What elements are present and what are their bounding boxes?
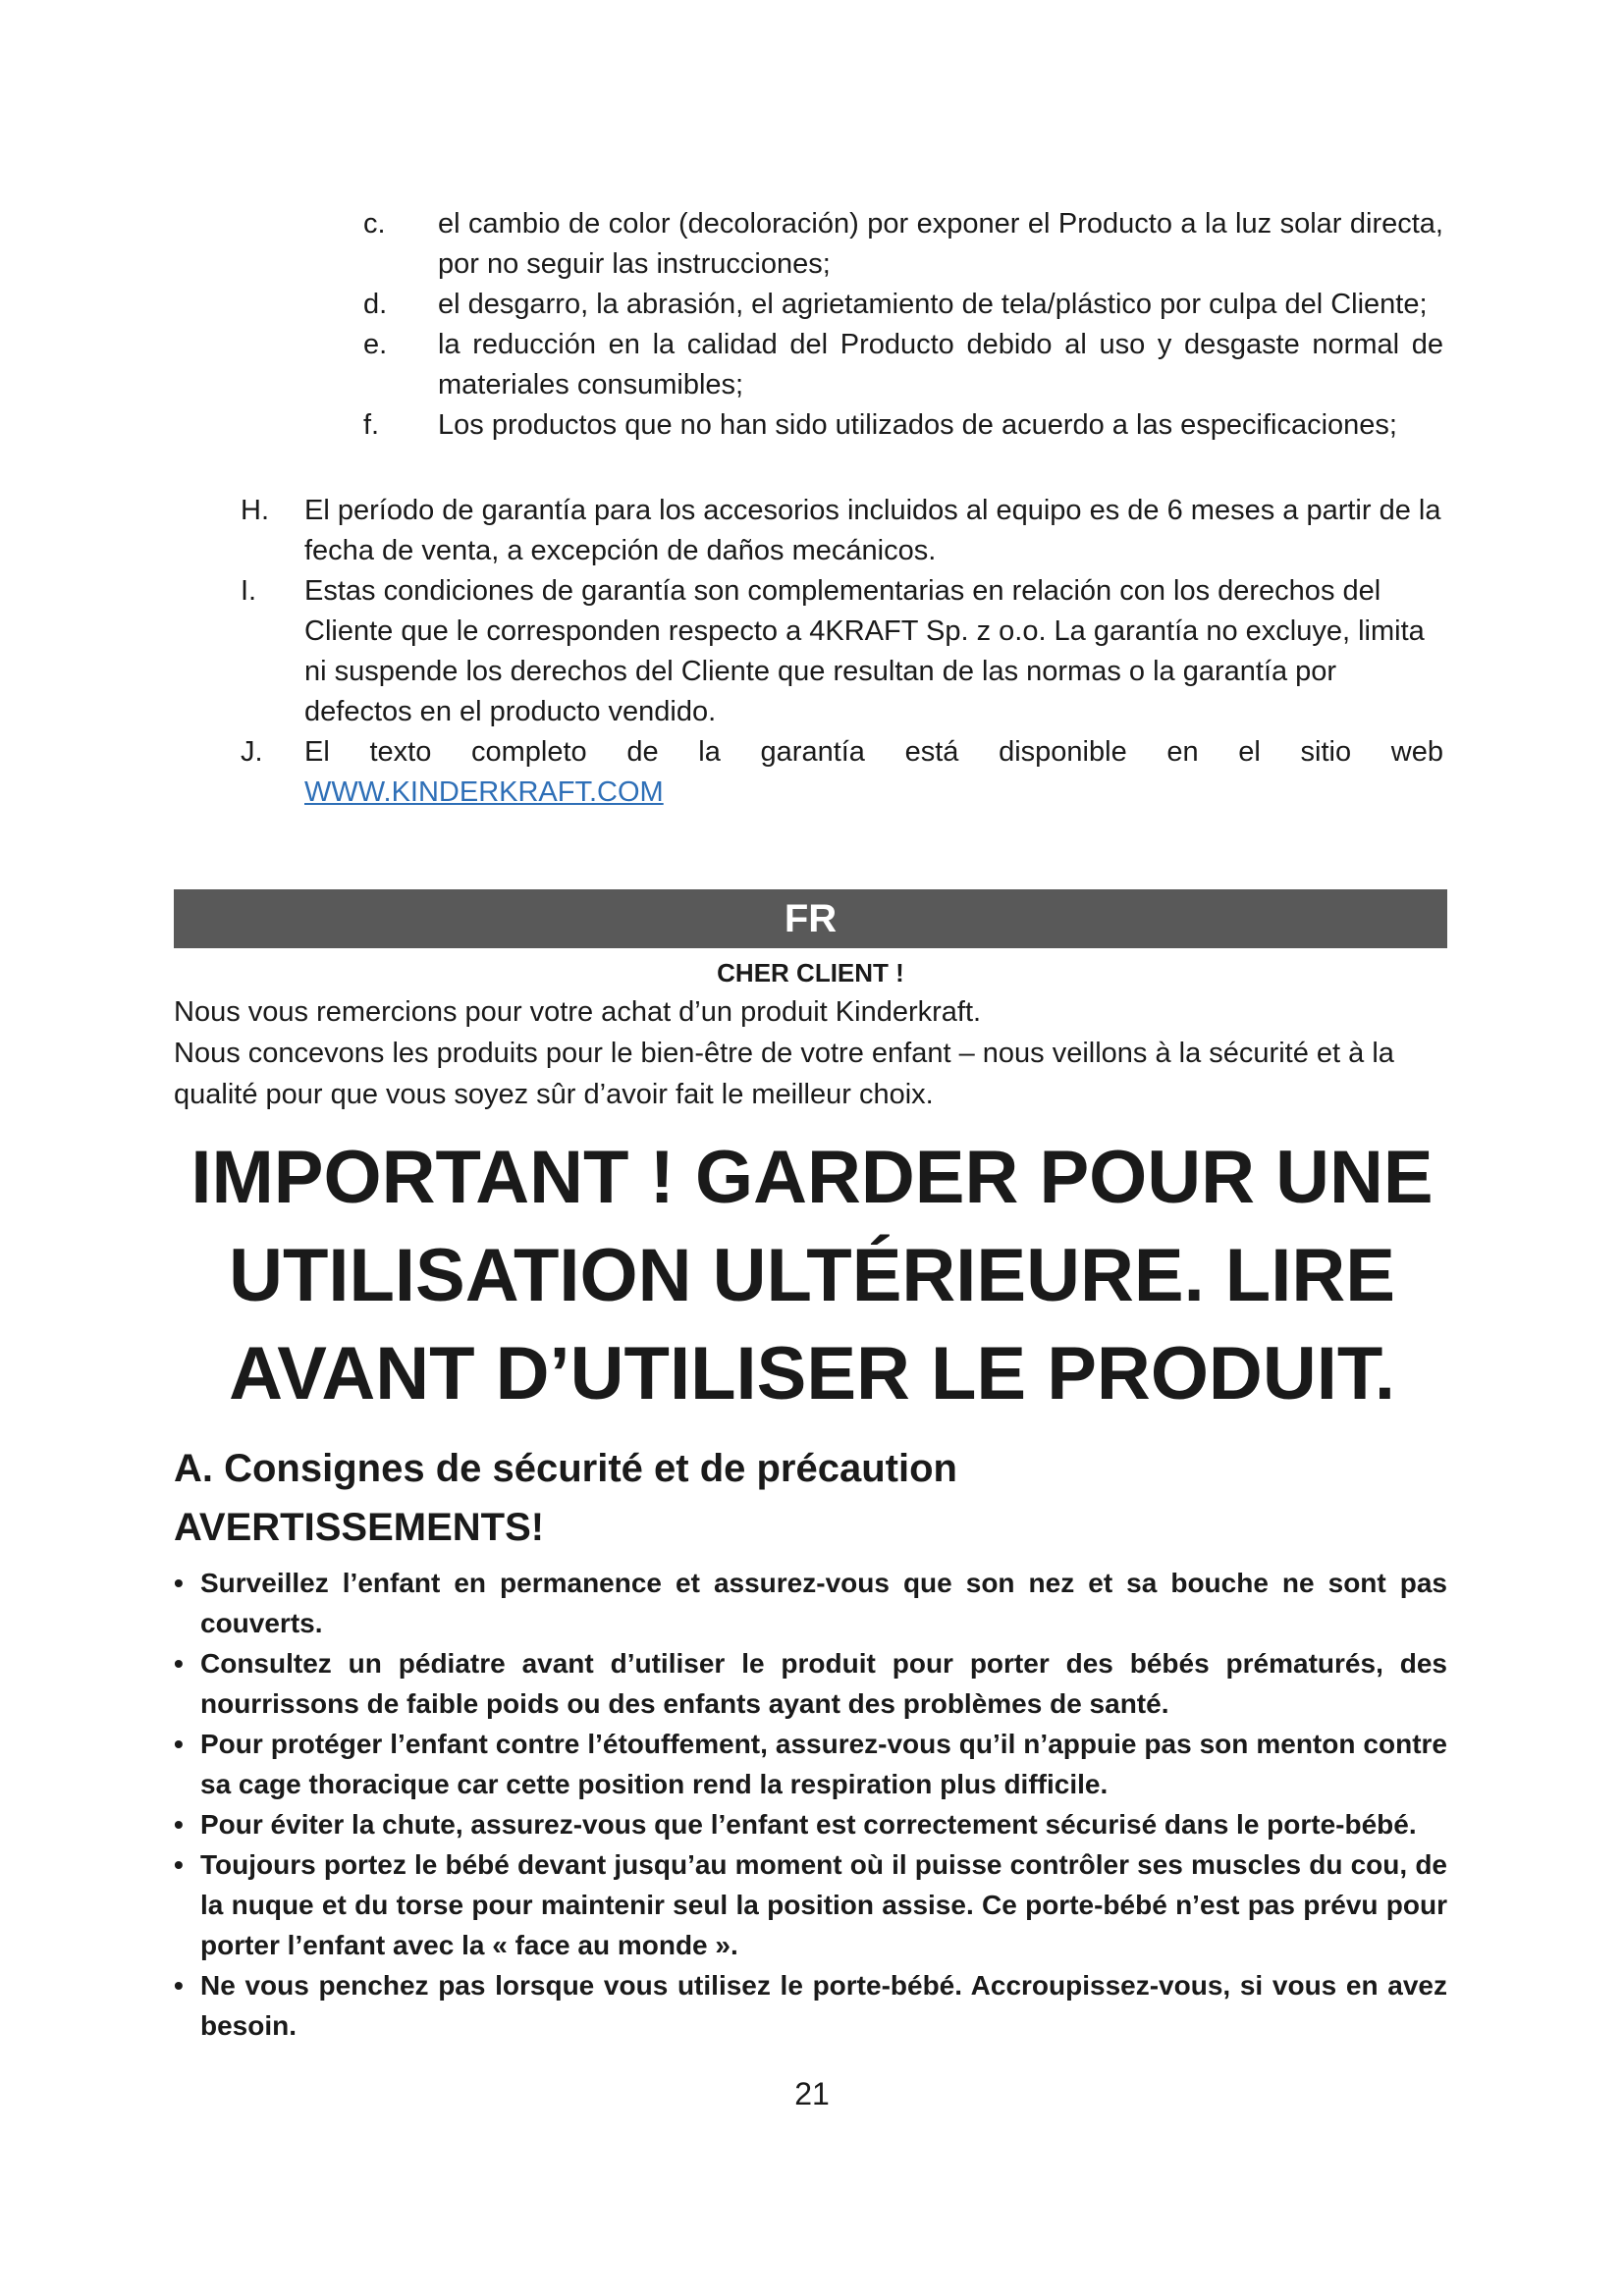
important-line: AVANT D’UTILISER LE PRODUIT. [229, 1332, 1395, 1415]
list-item [236, 732, 1443, 813]
list-item-text: El período de garantía para los accesorios incluidos al equipo es de 6 meses a partir de la fecha de venta, a excepción de daños mecánicos. [304, 495, 1441, 566]
list-item [363, 285, 1443, 325]
intro-paragraph [174, 991, 1447, 1115]
list-item-text: El texto completo de la garantía está disponible en el sitio web [304, 736, 1443, 768]
warnings-list [174, 1563, 1447, 2046]
list-marker: d. [363, 289, 388, 320]
list-item [363, 204, 1443, 285]
warning-text: Pour éviter la chute, assurez-vous que l’enfant est correctement sécurisé dans le porte-bébé. [200, 1809, 1417, 1840]
list-marker: J. [241, 736, 263, 768]
important-line: UTILISATION ULTÉRIEURE. LIRE [229, 1234, 1395, 1317]
important-notice [147, 1129, 1477, 1423]
list-marker: I. [241, 575, 257, 607]
warranty-conditions-list [236, 491, 1443, 813]
warning-item [174, 1643, 1447, 1724]
list-item [236, 491, 1443, 571]
greeting-heading: CHER CLIENT ! [717, 958, 904, 988]
warranty-exclusions-list [363, 204, 1443, 446]
warning-item [174, 1844, 1447, 1965]
warnings-title: AVERTISSEMENTS! [174, 1506, 545, 1549]
bullet-icon: • [174, 1648, 184, 1679]
list-item-text: el desgarro, la abrasión, el agrietamiento de tela/plástico por culpa del Cliente; [438, 289, 1428, 320]
warning-text: Ne vous penchez pas lorsque vous utilisez le porte-bébé. Accroupissez-vous, si vous en avez besoin. [200, 1970, 1447, 2041]
bullet-icon: • [174, 1809, 184, 1840]
warning-text: Consultez un pédiatre avant d’utiliser le produit pour porter des bébés prématurés, des nourrissons de faible poids ou des enfants ayant des problèmes de santé. [200, 1648, 1447, 1719]
warning-item [174, 1804, 1447, 1844]
list-marker: e. [363, 329, 388, 360]
list-marker: f. [363, 409, 380, 441]
website-link[interactable]: WWW.KINDERKRAFT.COM [304, 776, 664, 808]
warning-item [174, 1724, 1447, 1804]
list-item [236, 571, 1443, 732]
bullet-icon: • [174, 1849, 184, 1880]
list-item-text: Estas condiciones de garantía son complementarias en relación con los derechos del Cliente que le corresponden respecto a 4KRAFT Sp. z o.o. La garantía no excluye, limita ni suspende los derechos del Cliente que resultan de las normas o la garantía por defectos en el producto vendido. [304, 575, 1425, 727]
list-item-text: la reducción en la calidad del Producto debido al uso y desgaste normal de materiales consumibles; [438, 329, 1443, 400]
intro-line: Nous concevons les produits pour le bien-être de votre enfant – nous veillons à la sécurité et à la qualité pour que vous soyez sûr d’avoir fait le meilleur choix. [174, 1038, 1394, 1110]
warning-item [174, 1563, 1447, 1643]
warning-item [174, 1965, 1447, 2046]
intro-line: Nous vous remercions pour votre achat d’un produit Kinderkraft. [174, 996, 982, 1028]
list-item [363, 405, 1443, 446]
bullet-icon: • [174, 1729, 184, 1759]
page-number: 21 [794, 2076, 830, 2111]
list-marker: c. [363, 208, 386, 240]
list-item-text: Los productos que no han sido utilizados de acuerdo a las especificaciones; [438, 409, 1397, 441]
list-marker: H. [241, 495, 269, 526]
list-item-text: el cambio de color (decoloración) por exponer el Producto a la luz solar directa, por no seguir las instrucciones; [438, 208, 1443, 280]
section-title: A. Consignes de sécurité et de précaution [174, 1447, 957, 1490]
language-section-header: FR [174, 889, 1447, 948]
bullet-icon: • [174, 1970, 184, 2001]
warning-text: Pour protéger l’enfant contre l’étouffement, assurez-vous qu’il n’appuie pas son menton contre sa cage thoracique car cette position rend la respiration plus difficile. [200, 1729, 1447, 1799]
bullet-icon: • [174, 1568, 184, 1598]
warning-text: Toujours portez le bébé devant jusqu’au moment où il puisse contrôler ses muscles du cou, de la nuque et du torse pour maintenir seul la position assise. Ce porte-bébé n’est pas prévu pour porter l’enfant avec la « face au monde ». [200, 1849, 1447, 1960]
warning-text: Surveillez l’enfant en permanence et assurez-vous que son nez et sa bouche ne sont pas couverts. [200, 1568, 1447, 1638]
list-item [363, 325, 1443, 405]
important-line: IMPORTANT ! GARDER POUR UNE [190, 1136, 1434, 1219]
